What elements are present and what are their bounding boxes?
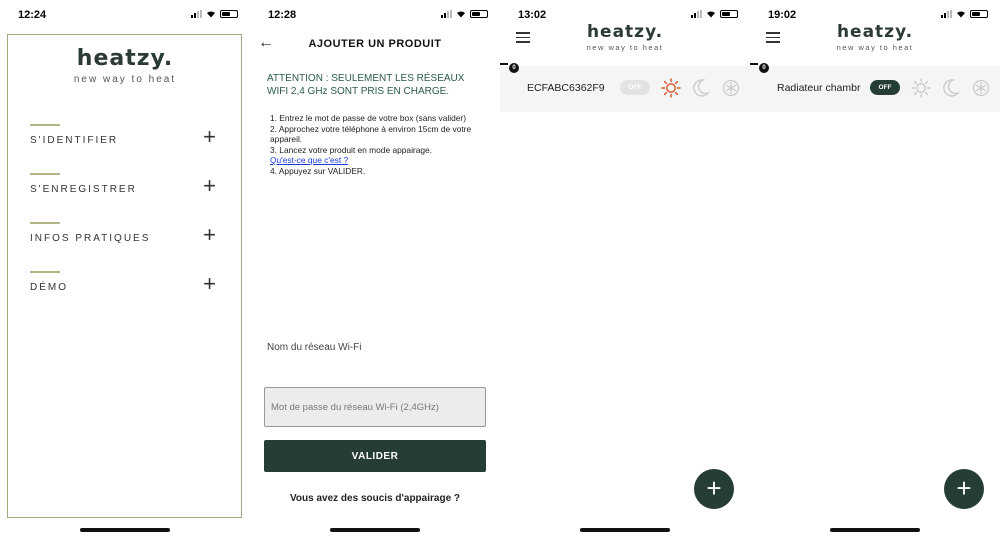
device-name: ECFABC6362F9	[527, 82, 605, 94]
screen-device-list-named	[750, 0, 1000, 538]
moon-icon[interactable]	[691, 78, 711, 98]
screen-login-menu	[0, 0, 250, 538]
menu-accent-line	[30, 173, 60, 175]
sun-icon[interactable]	[661, 78, 681, 98]
snowflake-icon[interactable]	[721, 78, 741, 98]
device-badge: 0	[759, 63, 769, 73]
menu-item-label: INFOS PRATIQUES	[30, 233, 151, 244]
tagline: new way to heat	[836, 43, 914, 52]
plus-icon[interactable]: +	[203, 271, 216, 296]
battery-icon	[470, 10, 488, 18]
device-name: Radiateur chambr	[777, 82, 861, 94]
page-title: AJOUTER UN PRODUIT	[308, 38, 442, 50]
wifi-password-input[interactable]	[264, 387, 486, 427]
status-icons	[691, 10, 738, 18]
status-time: 19:02	[768, 9, 797, 21]
device-marker-line	[750, 63, 758, 65]
signal-icon	[191, 10, 202, 18]
signal-icon	[941, 10, 952, 18]
wifi-icon	[706, 10, 716, 18]
wifi-warning: ATTENTION : SEULEMENT LES RÉSEAUX WIFI 2,4 GHz SONT PRIS EN CHARGE.	[267, 73, 465, 97]
home-indicator[interactable]	[330, 528, 420, 532]
menu-accent-line	[30, 124, 60, 126]
menu-item-infos[interactable]	[30, 222, 220, 248]
heatzy-logo: heatzy.	[836, 22, 914, 42]
signal-icon	[691, 10, 702, 18]
instruction-step: 1. Entrez le mot de passe de votre box (sans valider)	[270, 113, 466, 123]
status-bar	[0, 0, 250, 30]
home-indicator[interactable]	[580, 528, 670, 532]
device-marker-line	[500, 63, 508, 65]
status-time: 13:02	[518, 9, 547, 21]
add-device-button[interactable]: +	[694, 469, 734, 509]
menu-item-label: S'ENREGISTRER	[30, 184, 137, 195]
screen-add-product	[250, 0, 500, 538]
snowflake-icon[interactable]	[971, 78, 991, 98]
instruction-step: 2. Approchez votre téléphone à environ 15cm de votre appareil.	[270, 123, 472, 144]
plus-icon[interactable]: +	[203, 222, 216, 247]
heatzy-logo: heatzy.	[586, 22, 664, 42]
status-time: 12:28	[268, 9, 297, 21]
wifi-network-label[interactable]: Nom du réseau Wi-Fi	[267, 342, 362, 353]
status-icons	[191, 10, 238, 18]
menu-item-label: DÉMO	[30, 282, 68, 293]
power-toggle[interactable]: OFF	[870, 80, 900, 95]
pairing-instructions	[270, 113, 488, 176]
tagline: new way to heat	[73, 74, 177, 85]
battery-icon	[970, 10, 988, 18]
home-indicator[interactable]	[830, 528, 920, 532]
home-indicator[interactable]	[80, 528, 170, 532]
what-is-it-link[interactable]: Qu'est-ce que c'est ?	[270, 155, 349, 165]
battery-icon	[720, 10, 738, 18]
back-arrow-icon[interactable]: ←	[258, 34, 274, 51]
status-bar	[250, 0, 500, 30]
pairing-help-link[interactable]: Vous avez des soucis d'appairage ?	[289, 493, 461, 504]
tagline: new way to heat	[586, 43, 664, 52]
wifi-icon	[456, 10, 466, 18]
screen-device-list	[500, 0, 750, 538]
moon-icon[interactable]	[941, 78, 961, 98]
power-toggle[interactable]: OFF	[620, 80, 650, 95]
menu-item-demo[interactable]	[30, 271, 220, 297]
add-device-button[interactable]: +	[944, 469, 984, 509]
instruction-step: 4. Appuyez sur VALIDER.	[270, 165, 366, 176]
wifi-icon	[206, 10, 216, 18]
plus-icon[interactable]: +	[203, 173, 216, 198]
menu-item-label: S'IDENTIFIER	[30, 135, 119, 146]
menu-item-register[interactable]	[30, 173, 220, 199]
menu-item-login[interactable]	[30, 124, 220, 150]
status-icons	[441, 10, 488, 18]
menu-accent-line	[30, 271, 60, 273]
validate-button[interactable]: VALIDER	[264, 440, 486, 472]
signal-icon	[441, 10, 452, 18]
plus-icon[interactable]: +	[203, 124, 216, 149]
sun-icon[interactable]	[911, 78, 931, 98]
heatzy-logo: heatzy.	[76, 46, 174, 71]
status-time: 12:24	[18, 9, 47, 21]
wifi-icon	[956, 10, 966, 18]
battery-icon	[220, 10, 238, 18]
menu-accent-line	[30, 222, 60, 224]
instruction-step: 3. Lancez votre produit en mode appairage.	[270, 144, 433, 155]
device-badge: 0	[509, 63, 519, 73]
status-icons	[941, 10, 988, 18]
